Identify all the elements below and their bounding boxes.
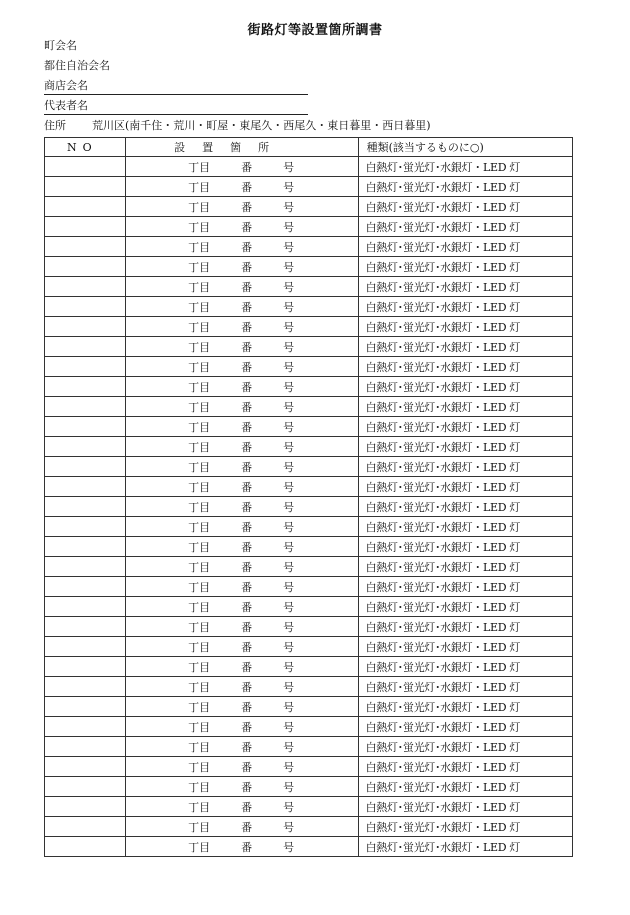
row-location-cell[interactable]	[126, 437, 358, 457]
row-no-cell[interactable]	[45, 197, 126, 217]
row-no-cell[interactable]	[45, 217, 126, 237]
chome-label: 丁目	[188, 501, 211, 514]
ban-label: 番	[241, 221, 253, 234]
header-location-char: 置	[202, 141, 214, 154]
row-location-cell[interactable]	[126, 257, 358, 277]
table-row	[45, 717, 573, 737]
go-label: 号	[283, 321, 295, 334]
row-no-cell[interactable]	[45, 537, 126, 557]
row-no-cell[interactable]	[45, 717, 126, 737]
row-location-cell[interactable]	[126, 177, 358, 197]
chome-label: 丁目	[188, 561, 211, 574]
row-type-cell[interactable]: 白熱灯･蛍光灯･水銀灯・LED 灯	[358, 317, 572, 337]
chome-label: 丁目	[188, 661, 211, 674]
chome-label: 丁目	[188, 321, 211, 334]
table-row	[45, 517, 573, 537]
row-type-cell[interactable]: 白熱灯･蛍光灯･水銀灯・LED 灯	[358, 417, 572, 437]
ban-label: 番	[241, 781, 253, 794]
chome-label: 丁目	[188, 781, 211, 794]
go-label: 号	[283, 601, 295, 614]
row-location-cell[interactable]	[126, 477, 358, 497]
ban-label: 番	[241, 321, 253, 334]
row-type-cell[interactable]: 白熱灯･蛍光灯･水銀灯・LED 灯	[358, 297, 572, 317]
table-row	[45, 197, 573, 217]
row-location-cell[interactable]	[126, 277, 358, 297]
row-type-cell[interactable]: 白熱灯･蛍光灯･水銀灯・LED 灯	[358, 437, 572, 457]
table-row	[45, 697, 573, 717]
ban-label: 番	[241, 281, 253, 294]
go-label: 号	[283, 181, 295, 194]
row-type-cell[interactable]: 白熱灯･蛍光灯･水銀灯・LED 灯	[358, 617, 572, 637]
row-type-cell[interactable]: 白熱灯･蛍光灯･水銀灯・LED 灯	[358, 717, 572, 737]
ban-label: 番	[241, 481, 253, 494]
row-type-cell[interactable]: 白熱灯･蛍光灯･水銀灯・LED 灯	[358, 357, 572, 377]
table-row	[45, 617, 573, 637]
chome-label: 丁目	[188, 241, 211, 254]
go-label: 号	[283, 841, 295, 854]
table-row	[45, 757, 573, 777]
go-label: 号	[283, 781, 295, 794]
chome-label: 丁目	[188, 181, 211, 194]
row-location-cell[interactable]	[126, 617, 358, 637]
ban-label: 番	[241, 521, 253, 534]
shop-association-label: 商店会名	[44, 79, 88, 92]
go-label: 号	[283, 801, 295, 814]
row-location-cell[interactable]	[126, 417, 358, 437]
row-location-cell[interactable]	[126, 597, 358, 617]
row-no-cell[interactable]	[45, 577, 126, 597]
ban-label: 番	[241, 681, 253, 694]
row-location-cell[interactable]	[126, 677, 358, 697]
table-row	[45, 257, 573, 277]
chome-label: 丁目	[188, 801, 211, 814]
row-location-cell[interactable]	[126, 657, 358, 677]
go-label: 号	[283, 361, 295, 374]
table-row	[45, 777, 573, 797]
header-location-char: 設	[174, 141, 186, 154]
go-label: 号	[283, 461, 295, 474]
chome-label: 丁目	[188, 201, 211, 214]
row-no-cell[interactable]	[45, 397, 126, 417]
ban-label: 番	[241, 661, 253, 674]
chome-label: 丁目	[188, 821, 211, 834]
row-type-cell[interactable]: 白熱灯･蛍光灯･水銀灯・LED 灯	[358, 637, 572, 657]
row-location-cell[interactable]	[126, 317, 358, 337]
go-label: 号	[283, 401, 295, 414]
row-type-cell[interactable]: 白熱灯･蛍光灯･水銀灯・LED 灯	[358, 697, 572, 717]
table-row	[45, 497, 573, 517]
row-no-cell[interactable]	[45, 837, 126, 857]
row-no-cell[interactable]	[45, 677, 126, 697]
row-type-cell[interactable]: 白熱灯･蛍光灯･水銀灯・LED 灯	[358, 477, 572, 497]
go-label: 号	[283, 281, 295, 294]
go-label: 号	[283, 821, 295, 834]
table-row	[45, 437, 573, 457]
row-no-cell[interactable]	[45, 797, 126, 817]
row-no-cell[interactable]	[45, 557, 126, 577]
row-location-cell[interactable]	[126, 237, 358, 257]
row-location-cell[interactable]	[126, 297, 358, 317]
row-location-cell[interactable]	[126, 197, 358, 217]
row-type-cell[interactable]: 白熱灯･蛍光灯･水銀灯・LED 灯	[358, 257, 572, 277]
row-type-cell[interactable]: 白熱灯･蛍光灯･水銀灯・LED 灯	[358, 457, 572, 477]
row-type-cell[interactable]: 白熱灯･蛍光灯･水銀灯・LED 灯	[358, 217, 572, 237]
ban-label: 番	[241, 541, 253, 554]
row-no-cell[interactable]	[45, 257, 126, 277]
table-row	[45, 317, 573, 337]
row-location-cell[interactable]	[126, 757, 358, 777]
row-no-cell[interactable]	[45, 277, 126, 297]
row-no-cell[interactable]	[45, 517, 126, 537]
row-location-cell[interactable]	[126, 157, 358, 177]
ban-label: 番	[241, 181, 253, 194]
table-row	[45, 157, 573, 177]
table-row	[45, 537, 573, 557]
row-no-cell[interactable]	[45, 597, 126, 617]
go-label: 号	[283, 501, 295, 514]
go-label: 号	[283, 621, 295, 634]
table-row	[45, 177, 573, 197]
row-no-cell[interactable]	[45, 377, 126, 397]
go-label: 号	[283, 741, 295, 754]
table-row	[45, 477, 573, 497]
chome-label: 丁目	[188, 401, 211, 414]
chome-label: 丁目	[188, 681, 211, 694]
chome-label: 丁目	[188, 341, 211, 354]
row-no-cell[interactable]	[45, 457, 126, 477]
row-type-cell[interactable]: 白熱灯･蛍光灯･水銀灯・LED 灯	[358, 737, 572, 757]
installation-table	[44, 137, 573, 857]
chome-label: 丁目	[188, 741, 211, 754]
ban-label: 番	[241, 161, 253, 174]
ban-label: 番	[241, 241, 253, 254]
row-no-cell[interactable]	[45, 177, 126, 197]
table-row	[45, 457, 573, 477]
row-no-cell[interactable]	[45, 157, 126, 177]
representative-label: 代表者名	[44, 99, 88, 112]
go-label: 号	[283, 761, 295, 774]
row-location-cell[interactable]	[126, 737, 358, 757]
row-location-cell[interactable]	[126, 817, 358, 837]
row-location-cell[interactable]	[126, 717, 358, 737]
ban-label: 番	[241, 201, 253, 214]
ban-label: 番	[241, 501, 253, 514]
go-label: 号	[283, 521, 295, 534]
chome-label: 丁目	[188, 721, 211, 734]
row-type-cell[interactable]: 白熱灯･蛍光灯･水銀灯・LED 灯	[358, 577, 572, 597]
ban-label: 番	[241, 461, 253, 474]
residents-association-label: 都住自治会名	[44, 59, 110, 72]
ban-label: 番	[241, 741, 253, 754]
table-row	[45, 357, 573, 377]
ban-label: 番	[241, 601, 253, 614]
chome-label: 丁目	[188, 701, 211, 714]
go-label: 号	[283, 201, 295, 214]
row-location-cell[interactable]	[126, 217, 358, 237]
table-row	[45, 817, 573, 837]
row-type-cell[interactable]: 白熱灯･蛍光灯･水銀灯・LED 灯	[358, 777, 572, 797]
row-location-cell[interactable]	[126, 457, 358, 477]
table-row	[45, 237, 573, 257]
go-label: 号	[283, 421, 295, 434]
chome-label: 丁目	[188, 481, 211, 494]
row-location-cell[interactable]	[126, 397, 358, 417]
row-no-cell[interactable]	[45, 777, 126, 797]
row-type-cell[interactable]: 白熱灯･蛍光灯･水銀灯・LED 灯	[358, 597, 572, 617]
go-label: 号	[283, 301, 295, 314]
row-type-cell[interactable]: 白熱灯･蛍光灯･水銀灯・LED 灯	[358, 177, 572, 197]
go-label: 号	[283, 161, 295, 174]
row-location-cell[interactable]	[126, 497, 358, 517]
row-no-cell[interactable]	[45, 617, 126, 637]
ban-label: 番	[241, 621, 253, 634]
chome-label: 丁目	[188, 461, 211, 474]
row-type-cell[interactable]: 白熱灯･蛍光灯･水銀灯・LED 灯	[358, 657, 572, 677]
row-no-cell[interactable]	[45, 497, 126, 517]
row-type-cell[interactable]: 白熱灯･蛍光灯･水銀灯・LED 灯	[358, 797, 572, 817]
row-location-cell[interactable]	[126, 797, 358, 817]
row-location-cell[interactable]	[126, 537, 358, 557]
row-no-cell[interactable]	[45, 697, 126, 717]
chome-label: 丁目	[188, 641, 211, 654]
row-location-cell[interactable]	[126, 377, 358, 397]
ban-label: 番	[241, 721, 253, 734]
row-type-cell[interactable]: 白熱灯･蛍光灯･水銀灯・LED 灯	[358, 517, 572, 537]
table-row	[45, 837, 573, 857]
row-no-cell[interactable]	[45, 737, 126, 757]
table-row	[45, 217, 573, 237]
row-location-cell[interactable]	[126, 697, 358, 717]
row-type-cell[interactable]: 白熱灯･蛍光灯･水銀灯・LED 灯	[358, 237, 572, 257]
table-row	[45, 337, 573, 357]
row-no-cell[interactable]	[45, 637, 126, 657]
row-type-cell[interactable]: 白熱灯･蛍光灯･水銀灯・LED 灯	[358, 197, 572, 217]
ban-label: 番	[241, 841, 253, 854]
table-row	[45, 797, 573, 817]
row-type-cell[interactable]: 白熱灯･蛍光灯･水銀灯・LED 灯	[358, 757, 572, 777]
chome-label: 丁目	[188, 221, 211, 234]
header-location	[126, 138, 358, 157]
chome-label: 丁目	[188, 361, 211, 374]
row-type-cell[interactable]: 白熱灯･蛍光灯･水銀灯・LED 灯	[358, 817, 572, 837]
chome-label: 丁目	[188, 261, 211, 274]
document-title: 街路灯等設置箇所調書	[247, 23, 383, 38]
table-row	[45, 737, 573, 757]
row-type-cell[interactable]: 白熱灯･蛍光灯･水銀灯・LED 灯	[358, 337, 572, 357]
chome-label: 丁目	[188, 521, 211, 534]
row-no-cell[interactable]	[45, 297, 126, 317]
row-location-cell[interactable]	[126, 357, 358, 377]
table-row	[45, 657, 573, 677]
row-type-cell[interactable]: 白熱灯･蛍光灯･水銀灯・LED 灯	[358, 157, 572, 177]
chome-label: 丁目	[188, 161, 211, 174]
go-label: 号	[283, 681, 295, 694]
row-no-cell[interactable]	[45, 337, 126, 357]
row-no-cell[interactable]	[45, 757, 126, 777]
go-label: 号	[283, 381, 295, 394]
chome-label: 丁目	[188, 541, 211, 554]
go-label: 号	[283, 661, 295, 674]
ban-label: 番	[241, 261, 253, 274]
row-no-cell[interactable]	[45, 477, 126, 497]
ban-label: 番	[241, 581, 253, 594]
chome-label: 丁目	[188, 381, 211, 394]
go-label: 号	[283, 641, 295, 654]
chome-label: 丁目	[188, 301, 211, 314]
row-type-cell[interactable]: 白熱灯･蛍光灯･水銀灯・LED 灯	[358, 677, 572, 697]
go-label: 号	[283, 721, 295, 734]
row-location-cell[interactable]	[126, 337, 358, 357]
row-no-cell[interactable]	[45, 817, 126, 837]
ban-label: 番	[241, 561, 253, 574]
go-label: 号	[283, 341, 295, 354]
chome-label: 丁目	[188, 421, 211, 434]
table-row	[45, 637, 573, 657]
address-label: 住所	[44, 119, 66, 132]
row-type-cell[interactable]: 白熱灯･蛍光灯･水銀灯・LED 灯	[358, 557, 572, 577]
go-label: 号	[283, 581, 295, 594]
row-no-cell[interactable]	[45, 357, 126, 377]
row-location-cell[interactable]	[126, 577, 358, 597]
row-no-cell[interactable]	[45, 417, 126, 437]
row-location-cell[interactable]	[126, 777, 358, 797]
ban-label: 番	[241, 401, 253, 414]
header-location-char: 箇	[230, 141, 242, 154]
go-label: 号	[283, 701, 295, 714]
ban-label: 番	[241, 641, 253, 654]
address-value: 荒川区(南千住・荒川・町屋・東尾久・西尾久・東日暮里・西日暮里)	[92, 119, 431, 132]
chome-label: 丁目	[188, 581, 211, 594]
go-label: 号	[283, 481, 295, 494]
table-row	[45, 377, 573, 397]
row-type-cell[interactable]: 白熱灯･蛍光灯･水銀灯・LED 灯	[358, 277, 572, 297]
header-location-char: 所	[258, 141, 270, 154]
row-type-cell[interactable]: 白熱灯･蛍光灯･水銀灯・LED 灯	[358, 837, 572, 857]
go-label: 号	[283, 241, 295, 254]
chome-label: 丁目	[188, 601, 211, 614]
town-association-label: 町会名	[44, 39, 77, 52]
ban-label: 番	[241, 361, 253, 374]
row-location-cell[interactable]	[126, 557, 358, 577]
row-no-cell[interactable]	[45, 317, 126, 337]
ban-label: 番	[241, 761, 253, 774]
go-label: 号	[283, 561, 295, 574]
ban-label: 番	[241, 821, 253, 834]
chome-label: 丁目	[188, 761, 211, 774]
ban-label: 番	[241, 801, 253, 814]
ban-label: 番	[241, 341, 253, 354]
row-no-cell[interactable]	[45, 657, 126, 677]
table-row	[45, 277, 573, 297]
ban-label: 番	[241, 381, 253, 394]
chome-label: 丁目	[188, 281, 211, 294]
chome-label: 丁目	[188, 621, 211, 634]
table-header-row	[45, 138, 573, 157]
ban-label: 番	[241, 441, 253, 454]
chome-label: 丁目	[188, 841, 211, 854]
table-row	[45, 577, 573, 597]
row-type-cell[interactable]: 白熱灯･蛍光灯･水銀灯・LED 灯	[358, 497, 572, 517]
row-no-cell[interactable]	[45, 237, 126, 257]
ban-label: 番	[241, 701, 253, 714]
go-label: 号	[283, 441, 295, 454]
ban-label: 番	[241, 301, 253, 314]
shop-association-underline	[44, 94, 308, 95]
row-location-cell[interactable]	[126, 637, 358, 657]
header-type: 種類(該当するものに○)	[358, 138, 572, 157]
row-location-cell[interactable]	[126, 837, 358, 857]
table-row	[45, 417, 573, 437]
row-type-cell[interactable]: 白熱灯･蛍光灯･水銀灯・LED 灯	[358, 397, 572, 417]
table-row	[45, 557, 573, 577]
chome-label: 丁目	[188, 441, 211, 454]
table-row	[45, 297, 573, 317]
table-row	[45, 397, 573, 417]
row-no-cell[interactable]	[45, 437, 126, 457]
go-label: 号	[283, 221, 295, 234]
row-location-cell[interactable]	[126, 517, 358, 537]
go-label: 号	[283, 541, 295, 554]
row-type-cell[interactable]: 白熱灯･蛍光灯･水銀灯・LED 灯	[358, 377, 572, 397]
table-row	[45, 677, 573, 697]
header-no: NO	[45, 138, 126, 157]
table-row	[45, 597, 573, 617]
ban-label: 番	[241, 421, 253, 434]
representative-underline	[44, 114, 308, 115]
go-label: 号	[283, 261, 295, 274]
row-type-cell[interactable]: 白熱灯･蛍光灯･水銀灯・LED 灯	[358, 537, 572, 557]
